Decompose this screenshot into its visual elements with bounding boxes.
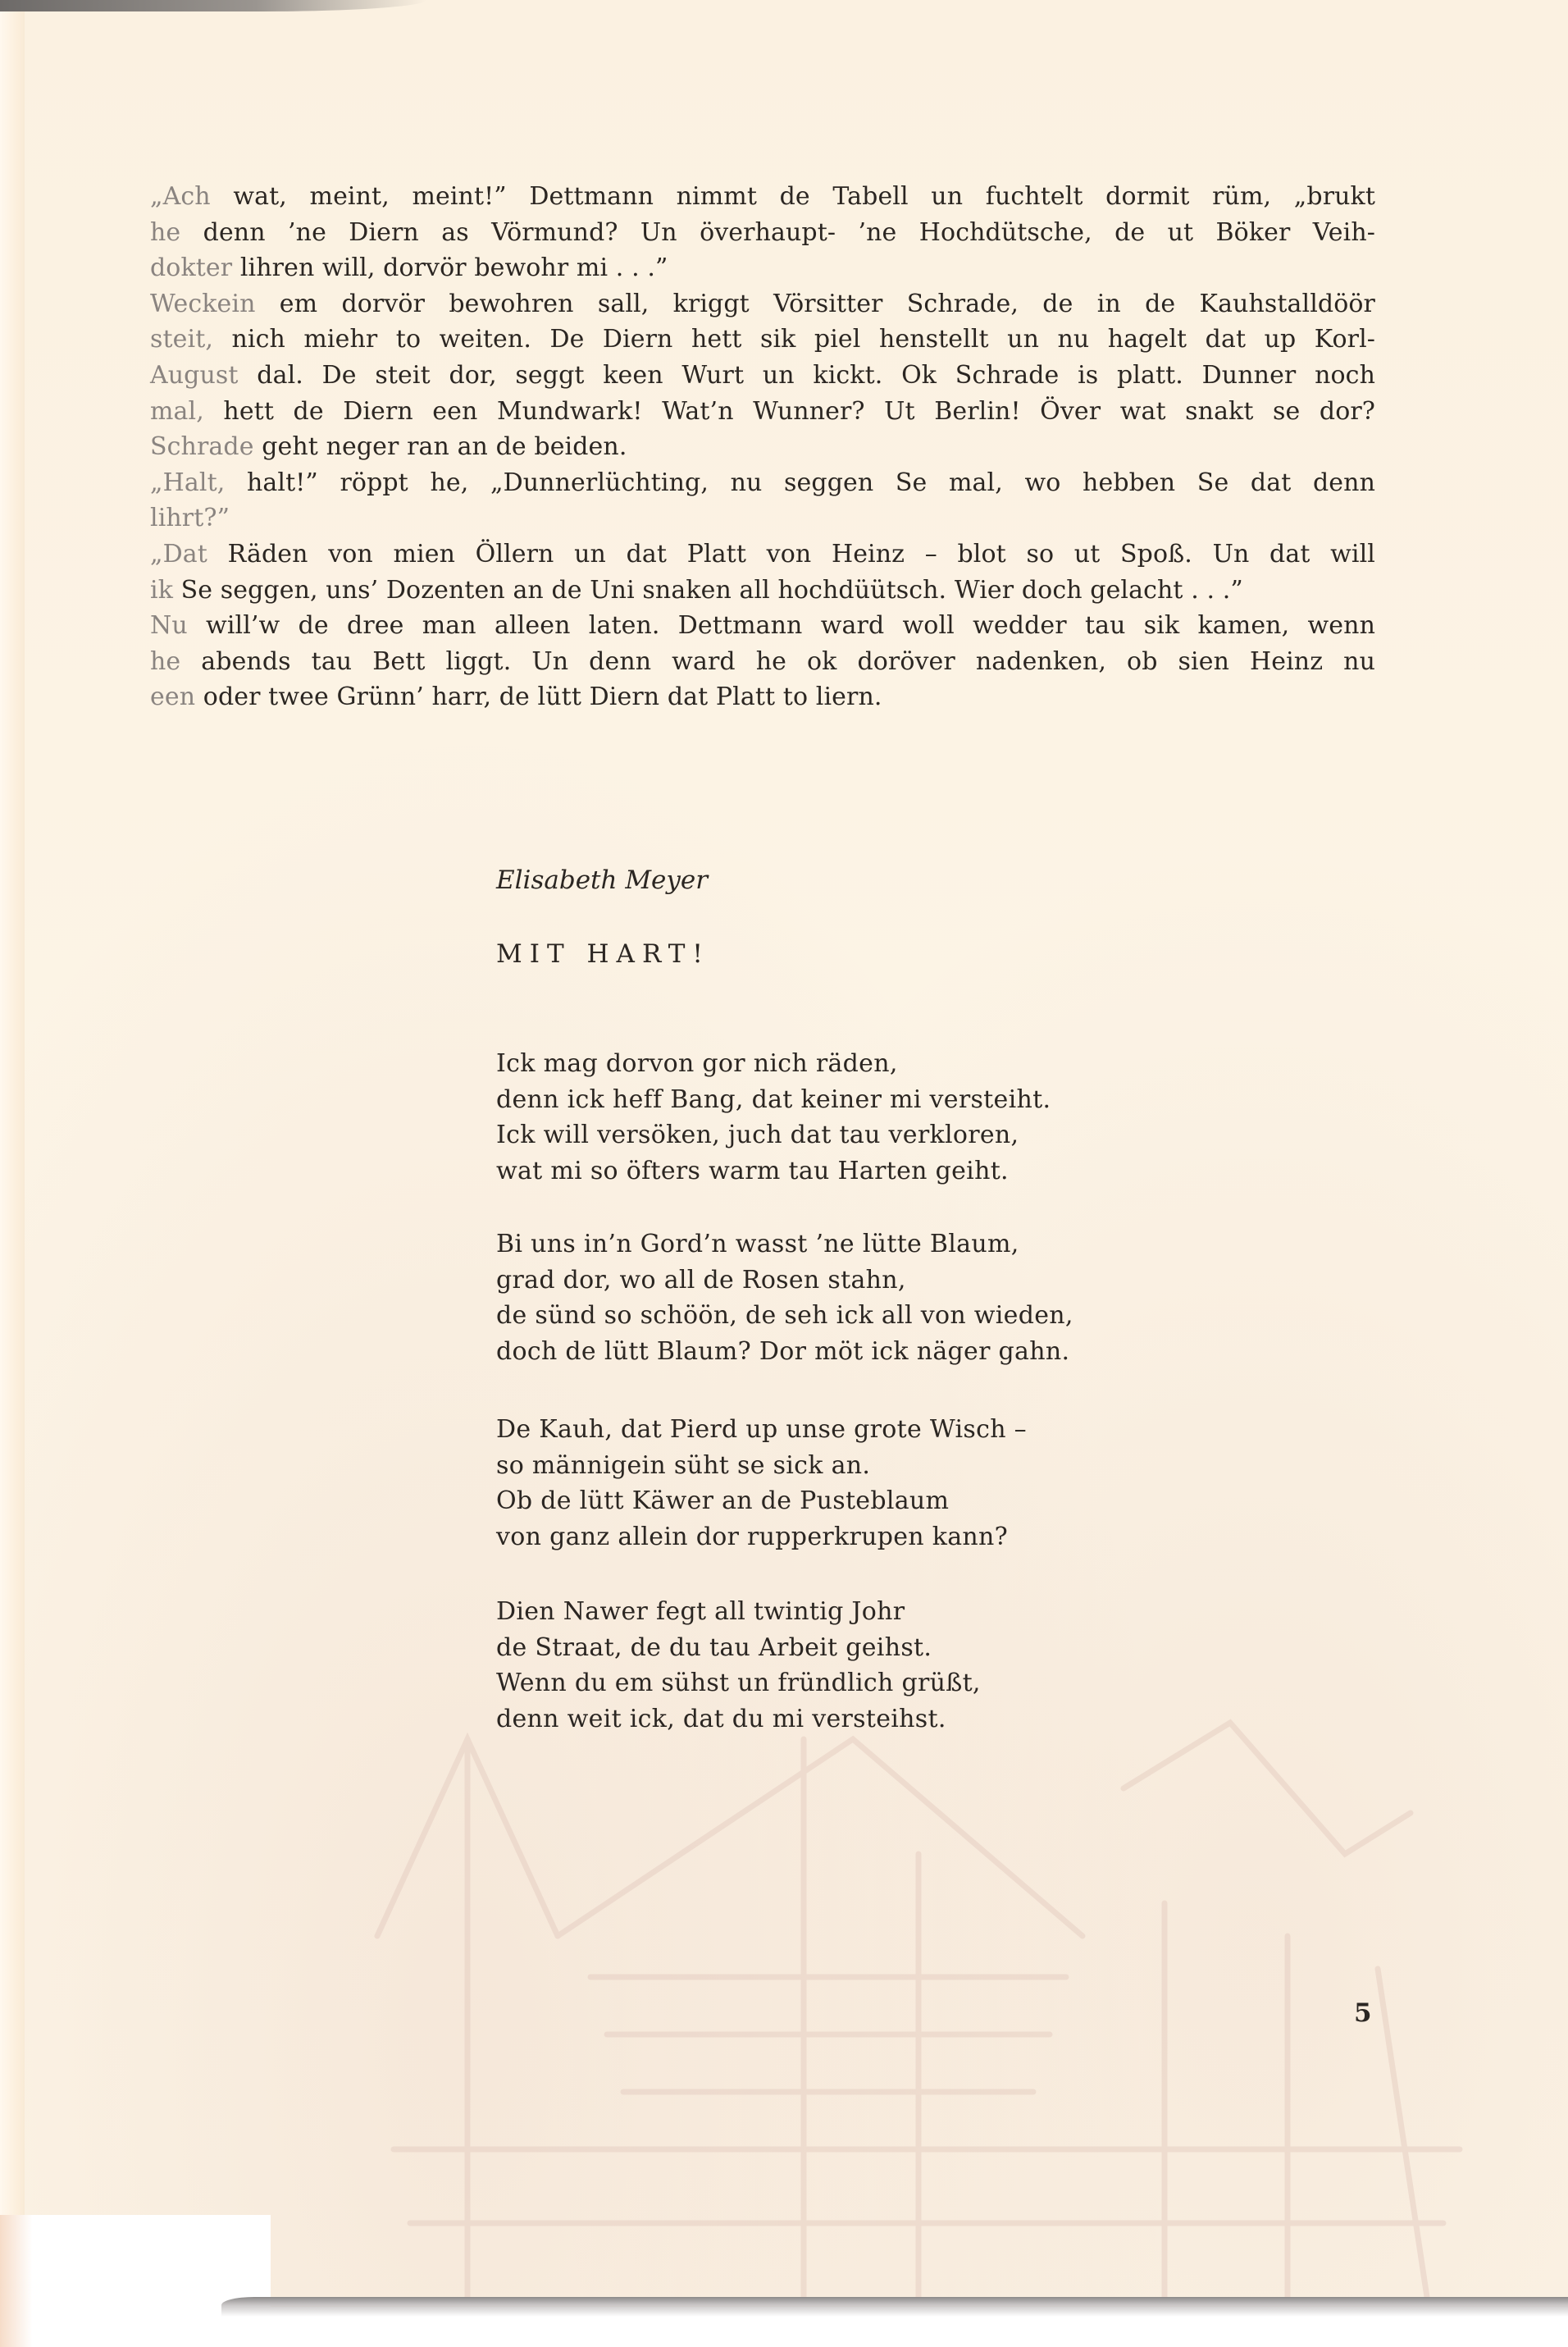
poem-stanza — [496, 1226, 1073, 1369]
prose-line-faded-start: Schrade — [150, 432, 254, 462]
prose-line-faded-start: „Halt, — [150, 468, 226, 497]
poem-author: Elisabeth Meyer — [496, 865, 709, 895]
prose-line-faded-start: ik — [150, 575, 173, 605]
poem-verse-line: Ick mag dorvon gor nich räden, — [496, 1049, 898, 1078]
prose-paragraphs — [150, 179, 1375, 715]
prose-line — [150, 179, 1375, 215]
prose-line — [150, 679, 1375, 715]
prose-line-faded-start: Weckein — [150, 289, 256, 318]
page-gutter — [0, 11, 25, 2226]
prose-line — [150, 429, 1375, 465]
prose-line-text: denn ’ne Diern as Vörmund? Un överhaupt- ’ne Hochdütsche, de ut Böker Veih- — [180, 217, 1375, 247]
poem-verse-line: Wenn du em sühst un fründlich grüßt, — [496, 1669, 981, 1697]
prose-line — [150, 394, 1375, 430]
poem-title: MIT HART! — [496, 939, 710, 969]
ghost-timbers — [590, 1977, 1066, 2092]
prose-line-faded-start: steit, — [150, 325, 213, 354]
poem-verse-line: Dien Nawer fegt all twintig Johr — [496, 1597, 905, 1626]
poem-verse-line: Ob de lütt Käwer an de Pusteblaum — [496, 1486, 950, 1515]
prose-line — [150, 250, 1375, 286]
ghost-tree — [1124, 1723, 1411, 1854]
prose-line-text: hett de Diern een Mundwark! Wat’n Wunner? Ut Berlin! Över wat snakt se dor? — [203, 396, 1375, 426]
poem-verse-line: so männigein süht se sick an. — [496, 1450, 871, 1480]
prose-line — [150, 358, 1375, 394]
prose-line-text: halt!” röppt he, „Dunnerlüchting, nu seggen Se mal, wo hebben Se dat denn — [225, 468, 1375, 497]
prose-line — [150, 322, 1375, 358]
prose-line — [150, 537, 1375, 573]
poem-verse-line: grad dor, wo all de Rosen stahn, — [496, 1265, 906, 1295]
ghost-trunks — [1165, 1903, 1427, 2297]
poem-verse-line: Bi uns in’n Gord’n wasst ’ne lütte Blaum, — [496, 1230, 1019, 1258]
prose-line — [150, 286, 1375, 322]
page-number: 5 — [1354, 1998, 1372, 2028]
prose-line — [150, 465, 1375, 501]
poem-verse-line: denn ick heff Bang, dat keiner mi versteiht. — [496, 1084, 1051, 1114]
ghost-posts — [804, 1739, 918, 2297]
prose-line-faded-start: een — [150, 683, 196, 712]
prose-line-faded-start: „Ach — [150, 182, 211, 211]
prose-line-text: Se seggen, uns’ Dozenten an de Uni snaken all hochdüütsch. Wier doch gelacht . . .” — [172, 575, 1243, 605]
prose-line-faded-start: Nu — [150, 611, 188, 641]
prose-line-text: em dorvör bewohren sall, kriggt Vörsitter Schrade, de in de Kauhstalldöör — [255, 289, 1375, 318]
prose-line — [150, 500, 1375, 537]
poem-verse-line: doch de lütt Blaum? Dor möt ick näger gahn. — [496, 1336, 1070, 1366]
poem-verse-line: de Straat, de du tau Arbeit geihst. — [496, 1632, 932, 1662]
prose-line-faded-start: lihrt?” — [150, 504, 230, 533]
prose-line-text: will’w de dree man alleen laten. Dettmann ward woll wedder tau sik kamen, wenn — [187, 611, 1375, 641]
scan-background-corner — [0, 2215, 271, 2347]
prose-line-text: nich miehr to weiten. De Diern hett sik piel henstellt un nu hagelt dat up Korl- — [213, 325, 1375, 354]
prose-line-text: geht neger ran an de beiden. — [253, 432, 627, 462]
prose-line-text: abends tau Bett liggt. Un denn ward he ok doröver nadenken, ob sien Heinz nu — [180, 646, 1375, 676]
prose-line-text: wat, meint, meint!” Dettmann nimmt de Tabell un fuchtelt dormit rüm, „brukt — [210, 182, 1375, 211]
prose-line-text: oder twee Grünn’ harr, de lütt Diern dat Platt to liern. — [195, 683, 882, 712]
page-bottom-edge-shadow — [221, 2297, 1568, 2317]
poem-stanza — [496, 1594, 981, 1737]
show-through-illustration — [344, 1690, 1476, 2297]
poem-verse-line: denn weit ick, dat du mi versteihst. — [496, 1704, 946, 1733]
prose-line-text: Räden von mien Öllern un dat Platt von Heinz – blot so ut Spoß. Un dat will — [207, 539, 1375, 568]
prose-line-faded-start: he — [150, 646, 181, 676]
prose-line-faded-start: August — [150, 360, 239, 390]
prose-line — [150, 215, 1375, 251]
ghost-roof-main — [558, 1739, 1083, 1936]
ghost-ground — [394, 2149, 1460, 2223]
poem-verse-line: wat mi so öfters warm tau Harten geiht. — [496, 1156, 1009, 1185]
prose-line — [150, 644, 1375, 680]
prose-line — [150, 573, 1375, 609]
poem-stanza — [496, 1412, 1027, 1555]
prose-line — [150, 608, 1375, 644]
prose-line-text: dal. De steit dor, seggt keen Wurt un kickt. Ok Schrade is platt. Dunner noch — [238, 360, 1375, 390]
prose-line-faded-start: dokter — [150, 253, 233, 283]
prose-line-faded-start: „Dat — [150, 539, 207, 568]
scan-shadow-top — [0, 0, 426, 11]
prose-line-text: lihren will, dorvör bewohr mi . . .” — [232, 253, 668, 283]
poem-verse-line: von ganz allein dor rupperkrupen kann? — [496, 1522, 1009, 1551]
poem-verse-line: De Kauh, dat Pierd up unse grote Wisch – — [496, 1415, 1027, 1444]
prose-line-faded-start: he — [150, 217, 181, 247]
poem-verse-line: Ick will versöken, juch dat tau verkloren, — [496, 1121, 1019, 1149]
prose-line-faded-start: mal, — [150, 396, 204, 426]
poem-verse-line: de sünd so schöön, de seh ick all von wieden, — [496, 1301, 1073, 1330]
poem-stanza — [496, 1046, 1051, 1189]
